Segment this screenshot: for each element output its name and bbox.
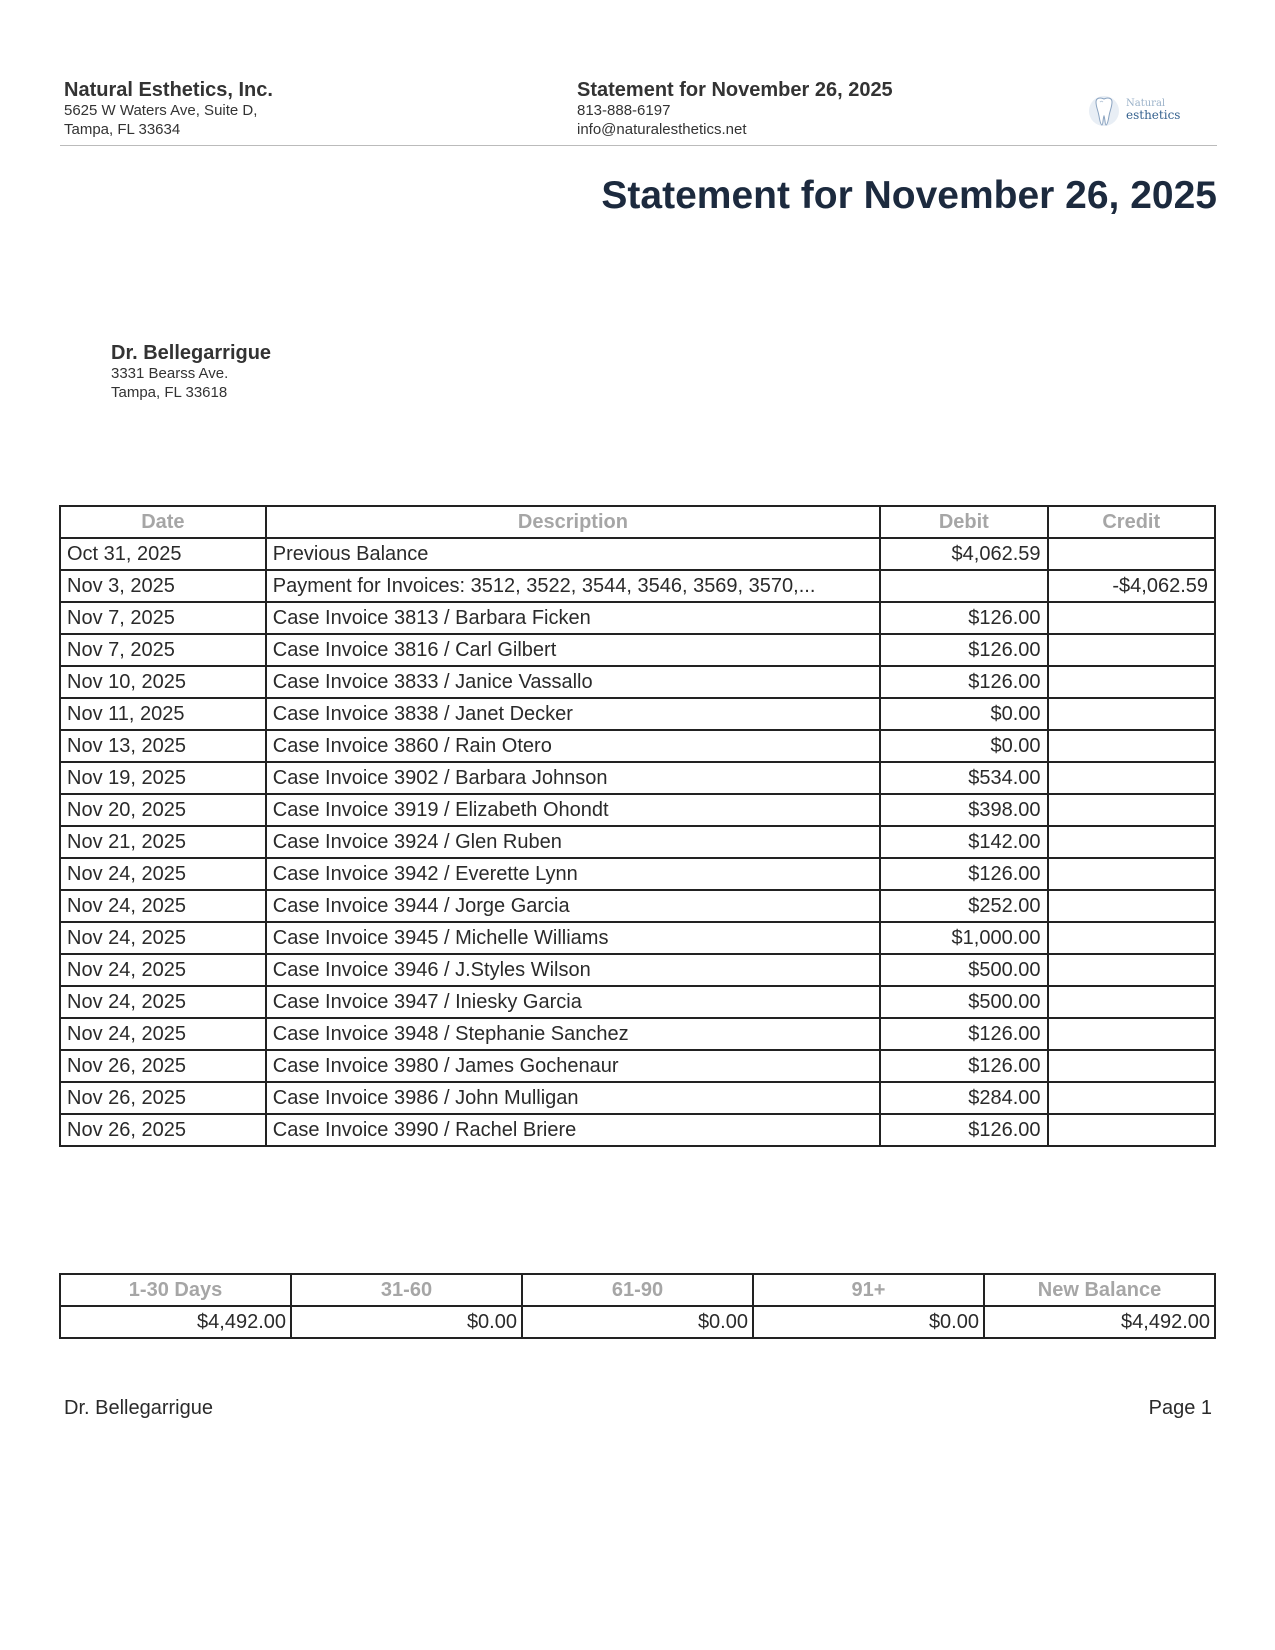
company-name: Natural Esthetics, Inc. <box>64 79 273 101</box>
cell-description: Case Invoice 3816 / Carl Gilbert <box>266 634 880 666</box>
page-title: Statement for November 26, 2025 <box>601 174 1217 217</box>
footer-recipient-name: Dr. Bellegarrigue <box>64 1397 213 1419</box>
cell-date: Nov 7, 2025 <box>60 602 266 634</box>
recipient-address-line1: 3331 Bearss Ave. <box>111 365 229 382</box>
cell-debit: $0.00 <box>880 730 1047 762</box>
contact-block <box>577 79 893 139</box>
cell-debit: $126.00 <box>880 602 1047 634</box>
cell-date: Nov 24, 2025 <box>60 890 266 922</box>
cell-debit: $126.00 <box>880 858 1047 890</box>
cell-debit: $398.00 <box>880 794 1047 826</box>
cell-date: Nov 26, 2025 <box>60 1050 266 1082</box>
cell-credit <box>1048 602 1215 634</box>
column-header-description: Description <box>266 506 880 538</box>
cell-credit <box>1048 1114 1215 1146</box>
cell-date: Nov 19, 2025 <box>60 762 266 794</box>
transactions-body <box>60 538 1215 1146</box>
cell-debit: $534.00 <box>880 762 1047 794</box>
company-address-line1: 5625 W Waters Ave, Suite D, <box>64 102 258 119</box>
cell-credit <box>1048 1050 1215 1082</box>
aging-values-row <box>60 1306 1215 1338</box>
cell-debit: $1,000.00 <box>880 922 1047 954</box>
table-row <box>60 922 1215 954</box>
cell-date: Nov 21, 2025 <box>60 826 266 858</box>
aging-value-91-plus: $0.00 <box>753 1306 984 1338</box>
cell-date: Nov 13, 2025 <box>60 730 266 762</box>
recipient-name: Dr. Bellegarrigue <box>111 342 272 364</box>
table-row <box>60 890 1215 922</box>
transactions-header-row <box>60 506 1215 538</box>
cell-credit: -$4,062.59 <box>1048 570 1215 602</box>
cell-description: Case Invoice 3980 / James Gochenaur <box>266 1050 880 1082</box>
cell-description: Case Invoice 3860 / Rain Otero <box>266 730 880 762</box>
cell-debit: $284.00 <box>880 1082 1047 1114</box>
company-phone: 813-888-6197 <box>577 102 671 119</box>
cell-date: Nov 3, 2025 <box>60 570 266 602</box>
table-row <box>60 698 1215 730</box>
logo-text-esthetics: esthetics <box>1126 108 1181 122</box>
aging-header-91-plus: 91+ <box>753 1274 984 1306</box>
cell-description: Case Invoice 3813 / Barbara Ficken <box>266 602 880 634</box>
cell-debit: $126.00 <box>880 1018 1047 1050</box>
recipient-address-line2: Tampa, FL 33618 <box>111 384 228 401</box>
cell-description: Case Invoice 3945 / Michelle Williams <box>266 922 880 954</box>
cell-description: Case Invoice 3944 / Jorge Garcia <box>266 890 880 922</box>
company-email: info@naturalesthetics.net <box>577 121 747 138</box>
recipient-block <box>111 342 271 402</box>
cell-debit: $500.00 <box>880 986 1047 1018</box>
cell-credit <box>1048 698 1215 730</box>
cell-debit: $142.00 <box>880 826 1047 858</box>
cell-description: Case Invoice 3990 / Rachel Briere <box>266 1114 880 1146</box>
cell-date: Nov 10, 2025 <box>60 666 266 698</box>
transactions-table <box>59 505 1216 1147</box>
column-header-date: Date <box>60 506 266 538</box>
cell-credit <box>1048 794 1215 826</box>
tooth-icon <box>1088 92 1120 130</box>
cell-credit <box>1048 826 1215 858</box>
cell-debit: $126.00 <box>880 666 1047 698</box>
cell-date: Oct 31, 2025 <box>60 538 266 570</box>
table-row <box>60 570 1215 602</box>
aging-value-31-60: $0.00 <box>291 1306 522 1338</box>
cell-description: Previous Balance <box>266 538 880 570</box>
cell-description: Case Invoice 3838 / Janet Decker <box>266 698 880 730</box>
cell-credit <box>1048 922 1215 954</box>
aging-header-31-60: 31-60 <box>291 1274 522 1306</box>
header-divider <box>60 145 1217 146</box>
cell-debit: $126.00 <box>880 1050 1047 1082</box>
cell-date: Nov 7, 2025 <box>60 634 266 666</box>
cell-credit <box>1048 986 1215 1018</box>
cell-debit: $500.00 <box>880 954 1047 986</box>
cell-date: Nov 26, 2025 <box>60 1114 266 1146</box>
cell-credit <box>1048 1082 1215 1114</box>
table-row <box>60 762 1215 794</box>
cell-credit <box>1048 666 1215 698</box>
cell-credit <box>1048 730 1215 762</box>
aging-header-row <box>60 1274 1215 1306</box>
cell-date: Nov 26, 2025 <box>60 1082 266 1114</box>
cell-debit: $4,062.59 <box>880 538 1047 570</box>
cell-description: Case Invoice 3919 / Elizabeth Ohondt <box>266 794 880 826</box>
table-row <box>60 1114 1215 1146</box>
table-row <box>60 730 1215 762</box>
cell-credit <box>1048 762 1215 794</box>
cell-description: Case Invoice 3833 / Janice Vassallo <box>266 666 880 698</box>
cell-description: Case Invoice 3986 / John Mulligan <box>266 1082 880 1114</box>
column-header-debit: Debit <box>880 506 1047 538</box>
cell-date: Nov 24, 2025 <box>60 922 266 954</box>
table-row <box>60 1050 1215 1082</box>
company-block <box>64 79 273 139</box>
company-logo <box>1088 92 1180 132</box>
cell-date: Nov 24, 2025 <box>60 986 266 1018</box>
cell-debit <box>880 570 1047 602</box>
table-row <box>60 538 1215 570</box>
cell-description: Case Invoice 3946 / J.Styles Wilson <box>266 954 880 986</box>
cell-credit <box>1048 538 1215 570</box>
aging-value-new-balance: $4,492.00 <box>984 1306 1215 1338</box>
table-row <box>60 666 1215 698</box>
table-row <box>60 826 1215 858</box>
cell-credit <box>1048 634 1215 666</box>
cell-credit <box>1048 1018 1215 1050</box>
aging-summary-table <box>59 1273 1216 1339</box>
table-row <box>60 602 1215 634</box>
cell-credit <box>1048 890 1215 922</box>
cell-date: Nov 24, 2025 <box>60 858 266 890</box>
aging-header-new-balance: New Balance <box>984 1274 1215 1306</box>
aging-value-1-30: $4,492.00 <box>60 1306 291 1338</box>
cell-description: Case Invoice 3947 / Iniesky Garcia <box>266 986 880 1018</box>
logo-text-natural: Natural <box>1126 98 1166 109</box>
table-row <box>60 634 1215 666</box>
cell-debit: $0.00 <box>880 698 1047 730</box>
cell-debit: $252.00 <box>880 890 1047 922</box>
table-row <box>60 1018 1215 1050</box>
footer-page-number: Page 1 <box>1148 1397 1212 1419</box>
table-row <box>60 794 1215 826</box>
cell-credit <box>1048 858 1215 890</box>
cell-debit: $126.00 <box>880 1114 1047 1146</box>
header-statement-label: Statement for November 26, 2025 <box>577 79 893 101</box>
cell-description: Case Invoice 3942 / Everette Lynn <box>266 858 880 890</box>
cell-debit: $126.00 <box>880 634 1047 666</box>
cell-date: Nov 24, 2025 <box>60 954 266 986</box>
aging-header-61-90: 61-90 <box>522 1274 753 1306</box>
cell-description: Case Invoice 3948 / Stephanie Sanchez <box>266 1018 880 1050</box>
cell-credit <box>1048 954 1215 986</box>
cell-date: Nov 20, 2025 <box>60 794 266 826</box>
cell-description: Case Invoice 3924 / Glen Ruben <box>266 826 880 858</box>
cell-description: Case Invoice 3902 / Barbara Johnson <box>266 762 880 794</box>
table-row <box>60 986 1215 1018</box>
table-row <box>60 858 1215 890</box>
aging-value-61-90: $0.00 <box>522 1306 753 1338</box>
cell-description: Payment for Invoices: 3512, 3522, 3544, 3546, 3569, 3570,... <box>266 570 880 602</box>
aging-header-1-30: 1-30 Days <box>60 1274 291 1306</box>
table-row <box>60 954 1215 986</box>
column-header-credit: Credit <box>1048 506 1215 538</box>
table-row <box>60 1082 1215 1114</box>
company-address-line2: Tampa, FL 33634 <box>64 121 181 138</box>
cell-date: Nov 24, 2025 <box>60 1018 266 1050</box>
cell-date: Nov 11, 2025 <box>60 698 266 730</box>
